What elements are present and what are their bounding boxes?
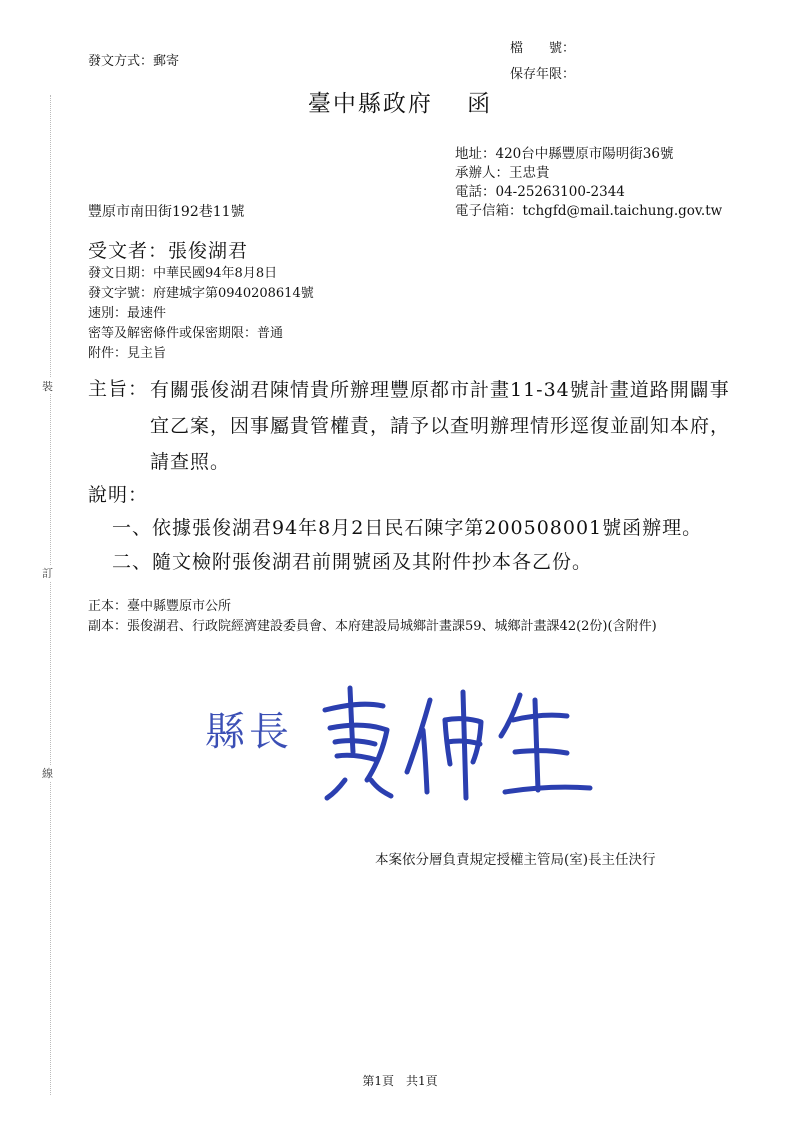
attachment-note: 附件：見主旨 — [88, 346, 167, 361]
issue-date: 發文日期：中華民國94年8月8日 — [88, 266, 278, 281]
contact-block — [455, 145, 755, 221]
original-recipient: 正本：臺中縣豐原市公所 — [88, 599, 232, 614]
contact-address: 地址：420台中縣豐原市陽明街36號 — [455, 146, 674, 162]
delivery-speed: 速別：最速件 — [88, 306, 167, 321]
explanation-item-1: 一、依據張俊湖君94年8月2日民石陳字第200508001號函辦理。 — [112, 517, 703, 539]
delegation-note: 本案依分層負責規定授權主管局(室)長主任決行 — [375, 852, 656, 868]
security-level: 密等及解密條件或保密期限：普通 — [88, 326, 284, 341]
contact-handler: 承辦人：王忠貴 — [455, 165, 550, 181]
binding-line — [50, 95, 51, 1095]
copy-recipients: 副本：張俊湖君、行政院經濟建設委員會、本府建設局城鄉計畫課59、城鄉計畫課42(2份)(含附件) — [88, 619, 657, 634]
retention-period-label: 保存年限： — [510, 67, 576, 82]
distribution-block — [88, 597, 728, 637]
binding-mark-zhuang: 裝 — [42, 380, 53, 393]
subject-text: 有關張俊湖君陳情貴所辦理豐原都市計畫11-34號計畫道路開闢事宜乙案，因事屬貴管權責，請予以查明辦理情形逕復並副知本府，請查照。 — [150, 379, 731, 473]
document-title: 臺中縣政府 函 — [307, 91, 493, 117]
archive-number-label: 檔 號： — [510, 41, 576, 56]
subject-label: 主旨： — [88, 378, 149, 400]
recipient: 受文者：張俊湖君 — [88, 240, 249, 262]
recipient-address: 豐原市南田街192巷11號 — [88, 204, 245, 220]
handwritten-signature — [305, 680, 605, 810]
delivery-method: 發文方式：郵寄 — [88, 54, 180, 69]
magistrate-title: 縣長 — [205, 709, 293, 755]
contact-email: 電子信箱：tchgfd@mail.taichung.gov.tw — [455, 203, 723, 219]
binding-mark-ding: 訂 — [42, 567, 53, 580]
explanation-item-2: 二、隨文檢附張俊湖君前開號函及其附件抄本各乙份。 — [112, 551, 593, 573]
binding-mark-xian: 線 — [42, 767, 53, 780]
explanation-label: 說明： — [88, 484, 149, 506]
page-number: 第1頁 共1頁 — [362, 1074, 438, 1088]
signature-block — [205, 680, 625, 810]
document-number: 發文字號：府建城字第0940208614號 — [88, 286, 314, 301]
contact-phone: 電話：04-25263100-2344 — [455, 184, 625, 200]
